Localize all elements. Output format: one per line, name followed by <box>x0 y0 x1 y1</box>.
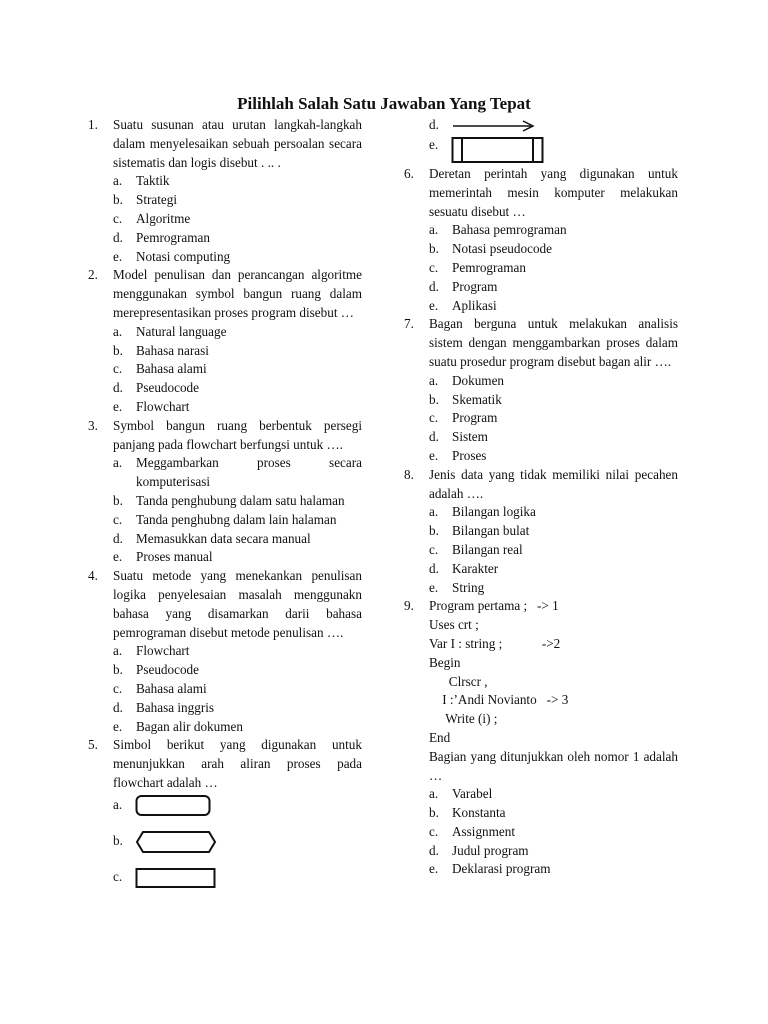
option[interactable] <box>113 398 362 417</box>
option-letter: d. <box>429 278 439 294</box>
option-text: Dokumen <box>452 372 505 388</box>
option[interactable] <box>429 372 678 391</box>
question-text: Simbol berikut yang digunakan untuk menunjukkan arah aliran proses pada flowchart adalah … <box>113 737 362 790</box>
question-text: Suatu metode yang menekankan penulisan logika penyelesaian masalah menggunakn bahasa yang disamarkan darii bahasa pemrograman disebut metode penulisan …. <box>113 568 362 640</box>
option[interactable] <box>113 379 362 398</box>
option-text: Skematik <box>452 391 502 407</box>
option-text: Proses manual <box>136 549 213 565</box>
question-number: 2. <box>88 267 98 283</box>
option-letter: a. <box>113 455 123 471</box>
option-letter: b. <box>429 805 439 821</box>
option[interactable] <box>429 259 678 278</box>
question-number: 5. <box>88 737 98 753</box>
option-letter: d. <box>113 699 123 715</box>
option-letter: d. <box>113 530 123 546</box>
question-text: Bagan berguna untuk melakukan analisis sistem dengan menggambarkan proses dalam suatu prosedur program disebut bagan alir …. <box>429 316 678 369</box>
option-letter: a. <box>429 372 439 388</box>
option-letter: d. <box>429 117 439 133</box>
option-text: Aplikasi <box>452 297 497 313</box>
arrow-symbol <box>451 118 541 134</box>
option-letter: e. <box>429 136 439 152</box>
option[interactable] <box>429 297 678 316</box>
question-text: Symbol bangun ruang berbentuk persegi panjang pada flowchart berfungsi untuk …. <box>113 417 362 452</box>
option-letter: d. <box>429 560 439 576</box>
option-letter: b. <box>429 391 439 407</box>
option[interactable] <box>113 661 362 680</box>
option[interactable] <box>429 428 678 447</box>
question-text: Jenis data yang tidak memiliki nilai pecahen adalah …. <box>429 466 678 501</box>
option-letter: c. <box>429 823 439 839</box>
option-letter: b. <box>113 492 123 508</box>
option-text: Bagan alir dokumen <box>136 718 243 734</box>
option-text: Konstanta <box>452 805 506 821</box>
question-text: Deretan perintah yang digunakan untuk memerintah mesin komputer melakukan sesuatu disebut … <box>429 166 678 219</box>
option-letter: b. <box>113 192 123 208</box>
option-letter: e. <box>429 861 439 877</box>
option-text: Natural language <box>136 323 227 339</box>
option-letter: e. <box>429 297 439 313</box>
rounded-rectangle-symbol <box>135 794 215 818</box>
question-9 <box>404 597 678 616</box>
question-number: 9. <box>404 598 414 614</box>
option-text: Pseudocode <box>136 662 199 678</box>
option[interactable] <box>429 503 678 522</box>
option[interactable] <box>113 530 362 549</box>
option-text: Notasi pseudocode <box>452 241 552 257</box>
option-text: Flowchart <box>136 398 190 414</box>
option-letter: a. <box>113 643 123 659</box>
option-letter: c. <box>113 361 123 377</box>
code-line: Write (i) ; <box>429 711 498 727</box>
question-text: Model penulisan dan perancangan algoritme menggunakan symbol bangun ruang dalam merepresentasikan proses program disebut … <box>113 267 362 320</box>
option[interactable] <box>429 278 678 297</box>
option-text: Judul program <box>452 842 529 858</box>
option[interactable] <box>113 229 362 248</box>
hexagon-symbol <box>135 830 217 854</box>
option-text: Bahasa pemrograman <box>452 222 567 238</box>
option-text: Bahasa alami <box>136 361 207 377</box>
option-text: Bilangan logika <box>452 504 536 520</box>
option[interactable] <box>429 221 678 240</box>
option[interactable] <box>113 342 362 361</box>
question-number: 7. <box>404 316 414 332</box>
option-letter: e. <box>113 398 123 414</box>
option-text: String <box>452 579 485 595</box>
option-letter: c. <box>113 511 123 527</box>
option[interactable] <box>113 793 362 819</box>
option-letter: e. <box>429 579 439 595</box>
question-8 <box>404 466 678 504</box>
option-letter: a. <box>429 504 439 520</box>
option-text: Tanda penghubung dalam satu halaman <box>136 492 345 508</box>
option-letter: b. <box>429 241 439 257</box>
question-9-prompt <box>404 748 678 786</box>
question-number: 4. <box>88 568 98 584</box>
option-text: Flowchart <box>136 643 190 659</box>
question-4 <box>88 567 362 642</box>
option-text: Memasukkan data secara manual <box>136 530 311 546</box>
option[interactable] <box>113 642 362 661</box>
option-text: Notasi computing <box>136 248 231 264</box>
option-text: Program <box>452 278 498 294</box>
option[interactable] <box>429 785 678 804</box>
question-7 <box>404 315 678 371</box>
option-letter: a. <box>429 222 439 238</box>
code-line: End <box>429 729 451 745</box>
option[interactable] <box>429 409 678 428</box>
option-text: Tanda penghubng dalam lain halaman <box>136 511 337 527</box>
option-letter: e. <box>113 248 123 264</box>
option-text: Varabel <box>452 786 493 802</box>
predefined-process-symbol <box>451 136 547 164</box>
option-letter: c. <box>429 410 439 426</box>
option-text: Strategi <box>136 192 178 208</box>
question-number: 3. <box>88 417 98 433</box>
code-line: Clrscr , <box>429 673 488 689</box>
option[interactable] <box>113 248 362 267</box>
option-letter: c. <box>113 210 123 226</box>
option[interactable] <box>429 560 678 579</box>
option[interactable] <box>113 454 362 492</box>
option-letter: b. <box>429 523 439 539</box>
option-text: Bahasa inggris <box>136 699 215 715</box>
code-line: Begin <box>429 654 461 670</box>
option-text: Pemrograman <box>136 229 210 245</box>
option[interactable] <box>429 823 678 842</box>
option-text: Sistem <box>452 429 488 445</box>
question-2 <box>88 266 362 322</box>
option-letter: a. <box>113 173 123 189</box>
question-text: Program pertama ; -> 1 <box>429 598 559 614</box>
question-6 <box>404 165 678 221</box>
option-text: Bahasa narasi <box>136 342 209 358</box>
option-letter: d. <box>113 380 123 396</box>
option[interactable] <box>113 360 362 379</box>
option[interactable] <box>113 210 362 229</box>
code-line: Uses crt ; <box>429 617 479 633</box>
option-text: Algoritme <box>136 210 191 226</box>
option[interactable] <box>429 240 678 259</box>
option[interactable] <box>113 699 362 718</box>
option-text: Pemrograman <box>452 259 526 275</box>
option[interactable] <box>113 680 362 699</box>
option-text: Meggambarkan proses secara komputerisasi <box>136 455 362 490</box>
option[interactable] <box>429 447 678 466</box>
option-letter: c. <box>429 259 439 275</box>
option-text: Bilangan bulat <box>452 523 530 539</box>
option-text: Bilangan real <box>452 541 523 557</box>
option[interactable] <box>113 865 362 891</box>
option-letter: a. <box>113 323 123 339</box>
question-1 <box>88 116 362 172</box>
option-letter: d. <box>429 842 439 858</box>
option-letter: c. <box>113 680 123 696</box>
option-letter: b. <box>113 342 123 358</box>
option-letter: c. <box>113 869 123 885</box>
left-column <box>88 116 362 891</box>
option-text: Bahasa alami <box>136 680 207 696</box>
option[interactable] <box>429 842 678 861</box>
question-text: Suatu susunan atau urutan langkah-langkah dalam menyelesaikan sebuah persoalan secara sistematis dan logis disebut . .. . <box>113 117 362 170</box>
option-letter: b. <box>113 833 123 849</box>
option[interactable] <box>429 860 678 879</box>
option-letter: a. <box>113 797 123 813</box>
option-letter: d. <box>429 429 439 445</box>
question-number: 1. <box>88 117 98 132</box>
option[interactable] <box>429 135 678 155</box>
question-number: 8. <box>404 466 414 482</box>
option[interactable] <box>113 172 362 191</box>
option[interactable] <box>429 579 678 598</box>
option[interactable] <box>113 323 362 342</box>
option[interactable] <box>113 492 362 511</box>
option-text: Taktik <box>136 173 170 189</box>
question-text: Bagian yang ditunjukkan oleh nomor 1 adalah … <box>429 748 678 783</box>
option[interactable] <box>429 116 678 135</box>
option[interactable] <box>113 511 362 530</box>
spacer <box>404 748 429 786</box>
rectangle-symbol <box>135 866 217 890</box>
option-letter: e. <box>113 718 123 734</box>
option[interactable] <box>429 541 678 560</box>
option-text: Pseudocode <box>136 380 199 396</box>
question-3 <box>88 417 362 455</box>
option-text: Deklarasi program <box>452 861 551 877</box>
option[interactable] <box>113 548 362 567</box>
option-letter: e. <box>429 447 439 463</box>
option-letter: d. <box>113 229 123 245</box>
option-text: Karakter <box>452 560 499 576</box>
option[interactable] <box>429 804 678 823</box>
option-text: Program <box>452 410 498 426</box>
option-text: Proses <box>452 447 487 463</box>
code-line: Var I : string ; ->2 <box>429 635 561 651</box>
page-title: Pilihlah Salah Satu Jawaban Yang Tepat <box>237 94 531 113</box>
option-letter: a. <box>429 786 439 802</box>
code-line: I :’Andi Novianto -> 3 <box>429 692 569 708</box>
right-column <box>404 116 678 879</box>
option[interactable] <box>113 191 362 210</box>
option[interactable] <box>113 829 362 855</box>
option[interactable] <box>429 391 678 410</box>
option-letter: b. <box>113 662 123 678</box>
option[interactable] <box>429 522 678 541</box>
option-letter: c. <box>429 541 439 557</box>
option-text: Assignment <box>452 823 516 839</box>
question-5 <box>88 736 362 792</box>
question-number: 6. <box>404 166 414 181</box>
option[interactable] <box>113 718 362 737</box>
option-letter: e. <box>113 549 123 565</box>
